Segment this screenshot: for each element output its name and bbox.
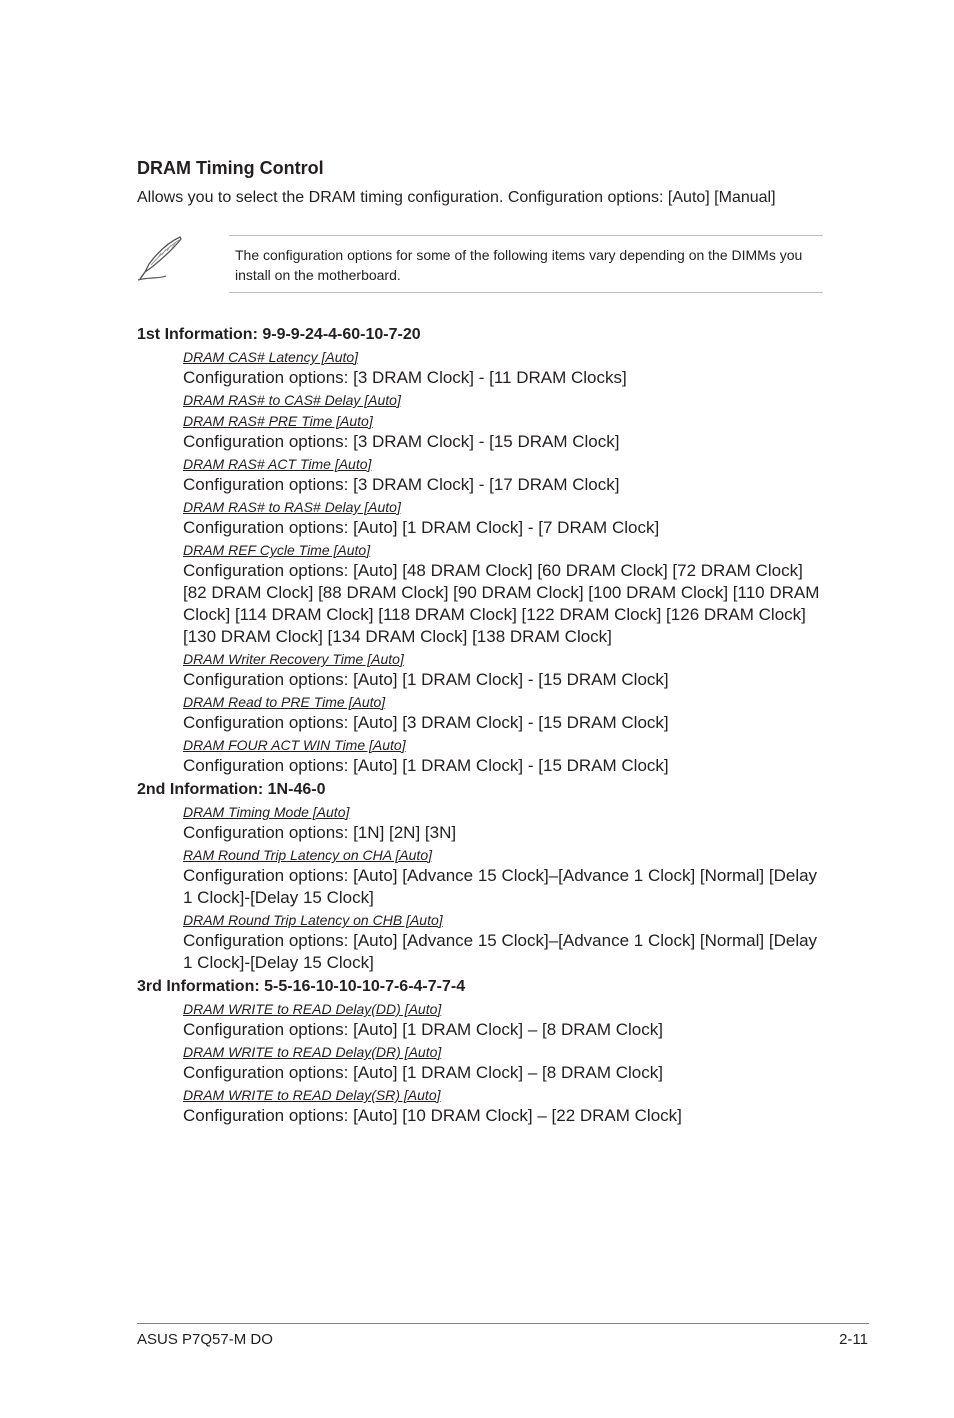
setting-name: DRAM Read to PRE Time [Auto]	[183, 694, 386, 710]
setting-item	[137, 693, 827, 734]
setting-name: DRAM RAS# to CAS# Delay [Auto]	[183, 392, 401, 408]
setting-item	[137, 348, 827, 389]
setting-options: Configuration options: [Auto] [1 DRAM Clock] – [8 DRAM Clock]	[183, 1063, 663, 1082]
setting-options: Configuration options: [Auto] [Advance 15 Clock]–[Advance 1 Clock] [Normal] [Delay 1 Clock]-[Delay 15 Clock]	[183, 866, 818, 907]
setting-item	[137, 1086, 827, 1127]
setting-options: Configuration options: [Auto] [10 DRAM Clock] – [22 DRAM Clock]	[183, 1106, 682, 1125]
setting-name: DRAM RAS# ACT Time [Auto]	[183, 456, 372, 472]
setting-item	[137, 498, 827, 539]
setting-options: Configuration options: [Auto] [1 DRAM Clock] – [8 DRAM Clock]	[183, 1020, 663, 1039]
setting-item	[137, 650, 827, 691]
pen-icon	[136, 234, 186, 284]
intro-paragraph: Allows you to select the DRAM timing configuration. Configuration options: [Auto] [Manual]	[137, 189, 776, 206]
setting-item	[137, 1043, 827, 1084]
setting-options: Configuration options: [Auto] [1 DRAM Clock] - [15 DRAM Clock]	[183, 756, 669, 775]
setting-item	[137, 391, 827, 410]
setting-name: DRAM Writer Recovery Time [Auto]	[183, 651, 404, 667]
setting-name: DRAM WRITE to READ Delay(DD) [Auto]	[183, 1001, 442, 1017]
note-bottom-rule	[229, 292, 823, 293]
setting-options: Configuration options: [Auto] [1 DRAM Clock] - [7 DRAM Clock]	[183, 518, 660, 537]
note-text: The configuration options for some of the following items vary depending on the DIMMs you install on the motherboard.	[235, 247, 803, 283]
setting-item	[137, 1000, 827, 1041]
setting-item	[137, 911, 827, 974]
setting-options: Configuration options: [Auto] [1 DRAM Clock] - [15 DRAM Clock]	[183, 670, 669, 689]
setting-item	[137, 846, 827, 909]
setting-item	[137, 803, 827, 844]
setting-name: DRAM WRITE to READ Delay(SR) [Auto]	[183, 1087, 441, 1103]
setting-options: Configuration options: [1N] [2N] [3N]	[183, 823, 457, 842]
setting-item	[137, 736, 827, 777]
setting-name: DRAM REF Cycle Time [Auto]	[183, 542, 371, 558]
footer-page-number: 2-11	[839, 1331, 868, 1348]
section-heading: 1st Information: 9-9-9-24-4-60-10-7-20	[137, 326, 421, 343]
setting-name: DRAM RAS# to RAS# Delay [Auto]	[183, 499, 401, 515]
setting-name: DRAM FOUR ACT WIN Time [Auto]	[183, 737, 406, 753]
page-title: DRAM Timing Control	[137, 158, 324, 178]
setting-name: RAM Round Trip Latency on CHA [Auto]	[183, 847, 432, 863]
note-top-rule	[229, 235, 823, 236]
settings-content	[137, 322, 827, 1128]
setting-options: Configuration options: [3 DRAM Clock] - [15 DRAM Clock]	[183, 432, 620, 451]
section-heading: 2nd Information: 1N-46-0	[137, 781, 326, 798]
setting-item	[137, 412, 827, 453]
setting-name: DRAM CAS# Latency [Auto]	[183, 349, 359, 365]
setting-item	[137, 541, 827, 648]
footer-rule	[137, 1323, 869, 1324]
section-heading: 3rd Information: 5-5-16-10-10-10-7-6-4-7-7-4	[137, 978, 466, 995]
setting-item	[137, 455, 827, 496]
setting-name: DRAM Round Trip Latency on CHB [Auto]	[183, 912, 443, 928]
setting-options: Configuration options: [Auto] [3 DRAM Clock] - [15 DRAM Clock]	[183, 713, 669, 732]
setting-options: Configuration options: [Auto] [48 DRAM Clock] [60 DRAM Clock] [72 DRAM Clock] [82 DRAM Clock] [88 DRAM Clock] [90 DRAM Clock] [100 DRAM Clock] [110 DRAM Clock] [114 DRAM Clock] [118 DRAM Clock] [122 DRAM Clock] [126 DRAM Clock] [130 DRAM Clock] [134 DRAM Clock] [138 DRAM Clock]	[183, 561, 820, 646]
setting-options: Configuration options: [3 DRAM Clock] - [17 DRAM Clock]	[183, 475, 620, 494]
setting-name: DRAM RAS# PRE Time [Auto]	[183, 413, 373, 429]
setting-name: DRAM WRITE to READ Delay(DR) [Auto]	[183, 1044, 442, 1060]
setting-options: Configuration options: [Auto] [Advance 15 Clock]–[Advance 1 Clock] [Normal] [Delay 1 Clock]-[Delay 15 Clock]	[183, 931, 818, 972]
footer-product-name: ASUS P7Q57-M DO	[137, 1331, 273, 1348]
setting-name: DRAM Timing Mode [Auto]	[183, 804, 350, 820]
setting-options: Configuration options: [3 DRAM Clock] - [11 DRAM Clocks]	[183, 368, 627, 387]
